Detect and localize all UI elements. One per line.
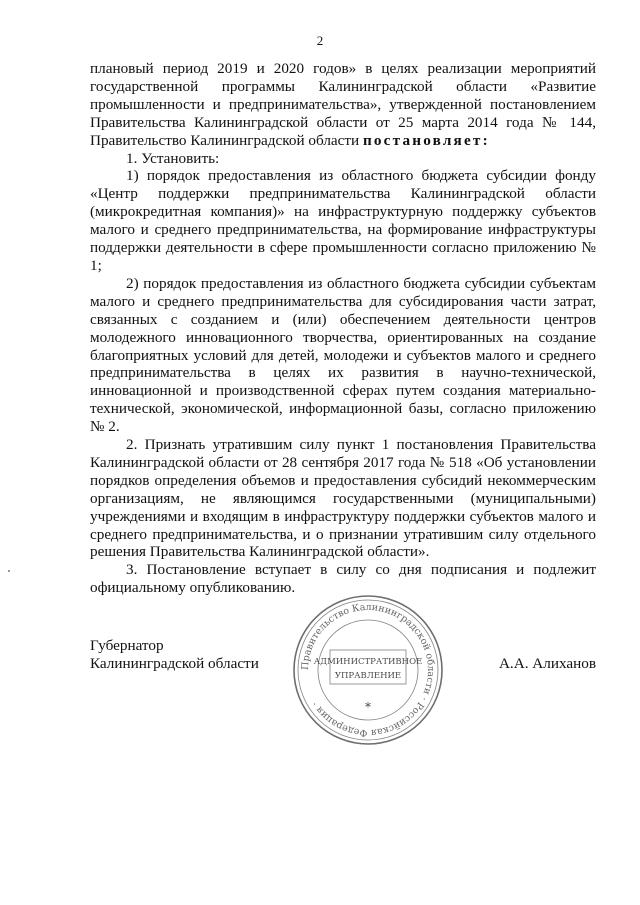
seal-center-line1: АДМИНИСТРАТИВНОЕ	[313, 657, 423, 667]
paragraph-1: 1. Установить:	[126, 149, 220, 167]
signatory-title-line2: Калининградской области	[90, 654, 259, 672]
seal-outer-ring	[294, 596, 442, 744]
paragraph-1-1: 1) порядок предоставления из областного бюджета субсидии фонду «Центр поддержки предпринимательства Калининградской области (микрокредитная компания)» на инфраструктурную поддержку субъектов малого и среднего предпринимательства, на формирование инфраструктуры поддержки деятельности в сфере промышленности согласно приложению № 1;	[90, 167, 596, 274]
seal-center-line2: УПРАВЛЕНИЕ	[334, 671, 402, 681]
paragraph-3: 3. Постановление вступает в силу со дня подписания и подлежит официальному опубликованию.	[90, 561, 596, 597]
paragraph-2: 2. Признать утратившим силу пункт 1 постановления Правительства Калининградской области от 28 сентября 2017 года № 518 «Об установлении порядков определения объемов и предоставления субсидий некоммерческим организациям, не являющимся государственными (муниципальными) учреждениями и входящим в инфраструктуру поддержки субъектов малого и среднего предпринимательства, и о признании утратившим силу отдельного решения Правительства Калининградской области».	[90, 436, 596, 561]
seal-graphic	[288, 590, 448, 750]
signatory-title	[90, 637, 259, 673]
signatory-title-line1: Губернатор	[90, 637, 164, 654]
page-number: 2	[316, 33, 324, 48]
seal-star: *	[365, 700, 371, 714]
paragraph-1-2: 2) порядок предоставления из областного бюджета субсидии субъектам малого и среднего предпринимательства для субсидирования части затрат, связанных с созданием и (или) обеспечением деятельности центров молодежного инновационного творчества, ориентированных на создание благоприятных условий для детей, молодежи и субъектов малого и среднего предпринимательства в целях их развития в научно-технической, инновационной и производственной сферах путем создания материально-технической, экономической, информационной базы, согласно приложению № 2.	[90, 274, 596, 436]
signatory-name: А.А. Алиханов	[498, 654, 596, 672]
seal-ring-text: Правительство Калининградской области · Российская Федерация ·	[299, 601, 437, 739]
seal-ring-2	[298, 600, 438, 740]
margin-mark	[8, 570, 10, 572]
intro-emphasis: постановляет:	[362, 131, 490, 149]
intro-paragraph	[90, 60, 596, 150]
document-body	[90, 60, 596, 597]
intro-text: плановый период 2019 и 2020 годов» в целях реализации мероприятий государственной программы Калининградской области «Развитие промышленности и предпринимательства», утвержденной постановлением Правительства Калининградской области от 25 марта 2014 года № 144, Правительство Калининградской области	[90, 60, 596, 149]
official-seal	[288, 590, 448, 750]
